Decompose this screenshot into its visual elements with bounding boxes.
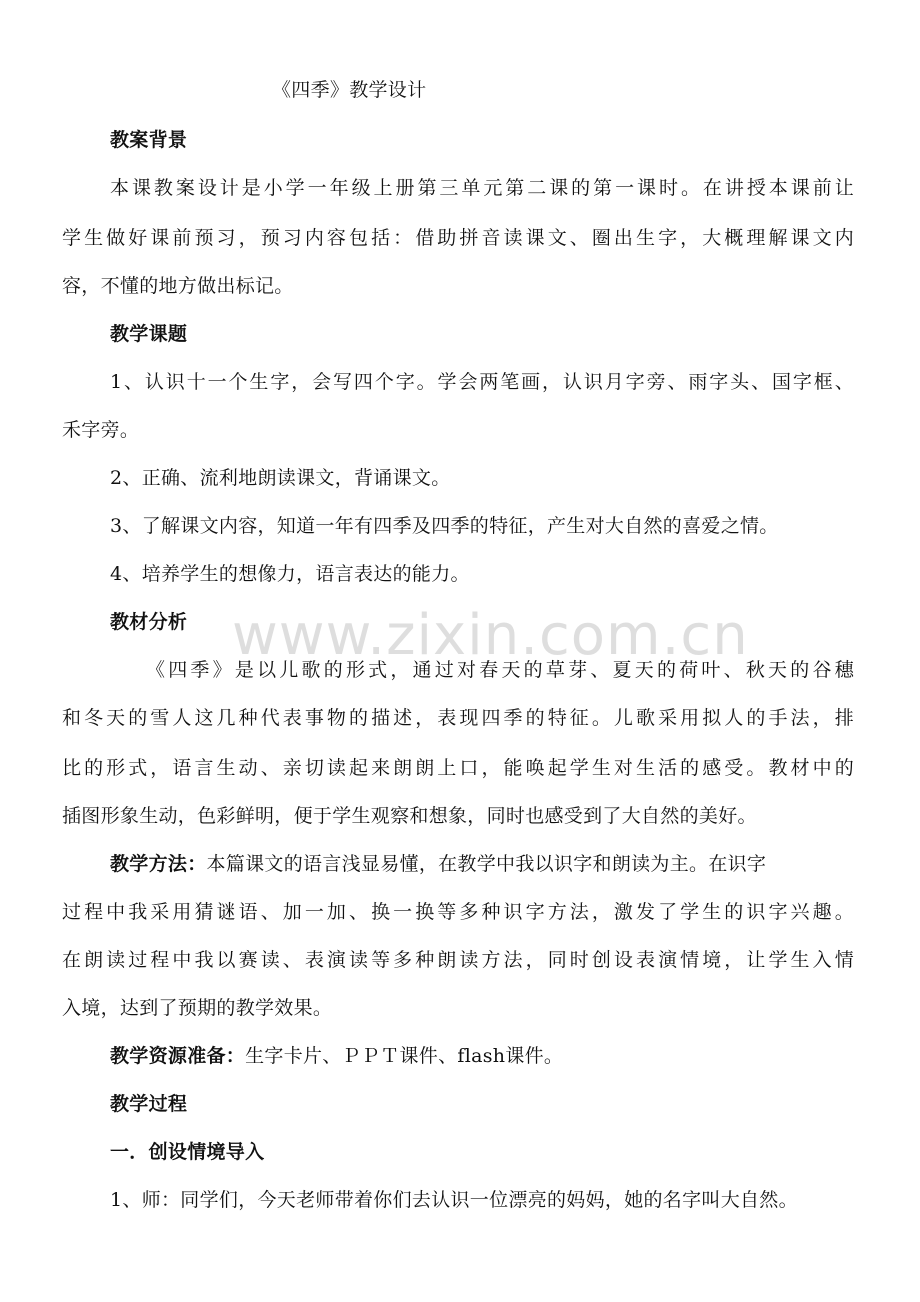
methods-line-1 bbox=[110, 852, 854, 876]
process-line-1: 1、师：同学们，今天老师带着你们去认识一位漂亮的妈妈，她的名字叫大自然。 bbox=[110, 1189, 798, 1211]
heading-topics: 教学课题 bbox=[110, 323, 188, 345]
topic-item-3: 3、了解课文内容，知道一年有四季及四季的特征，产生对大自然的喜爱之情。 bbox=[110, 515, 779, 537]
topic-item-1: 1、认识十一个生字，会写四个字。学会两笔画，认识月字旁、雨字头、国字框、 bbox=[110, 371, 854, 393]
document-title: 《四季》教学设计 bbox=[272, 79, 427, 101]
resources-text: 生字卡片、ＰＰＴ课件、flash课件。 bbox=[245, 1045, 564, 1067]
methods-line-2: 过程中我采用猜谜语、加一加、换一换等多种识字方法，激发了学生的识字兴趣。 bbox=[62, 901, 854, 923]
topic-item-4: 4、培养学生的想像力，语言表达的能力。 bbox=[110, 563, 470, 585]
analysis-line-1: 《四季》是以儿歌的形式，通过对春天的草芽、夏天的荷叶、秋天的谷穗 bbox=[146, 659, 854, 681]
background-line-2: 学生做好课前预习，预习内容包括：借助拼音读课文、圈出生字，大概理解课文内 bbox=[62, 227, 854, 249]
heading-process: 教学过程 bbox=[110, 1093, 188, 1115]
watermark: www.zixin.com.cn bbox=[232, 603, 749, 668]
heading-background: 教案背景 bbox=[110, 129, 188, 151]
methods-label: 教学方法： bbox=[110, 853, 207, 875]
topic-item-1-cont: 禾字旁。 bbox=[62, 419, 140, 441]
methods-line-4: 入境，达到了预期的教学效果。 bbox=[62, 997, 333, 1019]
background-line-1: 本课教案设计是小学一年级上册第三单元第二课的第一课时。在讲授本课前让 bbox=[110, 177, 854, 199]
resources-label: 教学资源准备： bbox=[110, 1045, 246, 1067]
topic-item-2: 2、正确、流利地朗读课文，背诵课文。 bbox=[110, 467, 451, 489]
resources-line bbox=[110, 1044, 910, 1068]
methods-text-1: 本篇课文的语言浅显易懂，在教学中我以识字和朗读为主。在识字 bbox=[206, 853, 767, 875]
background-line-3: 容，不懂的地方做出标记。 bbox=[62, 275, 294, 297]
analysis-line-4: 插图形象生动，色彩鲜明，便于学生观察和想象，同时也感受到了大自然的美好。 bbox=[62, 805, 757, 827]
heading-analysis: 教材分析 bbox=[110, 611, 188, 633]
methods-line-3: 在朗读过程中我以赛读、表演读等多种朗读方法，同时创设表演情境，让学生入情 bbox=[62, 949, 854, 971]
analysis-line-2: 和冬天的雪人这几种代表事物的描述，表现四季的特征。儿歌采用拟人的手法，排 bbox=[62, 707, 854, 729]
analysis-line-3: 比的形式，语言生动、亲切读起来朗朗上口，能唤起学生对生活的感受。教材中的 bbox=[62, 757, 854, 779]
process-subheading: 一．创设情境导入 bbox=[110, 1141, 265, 1163]
